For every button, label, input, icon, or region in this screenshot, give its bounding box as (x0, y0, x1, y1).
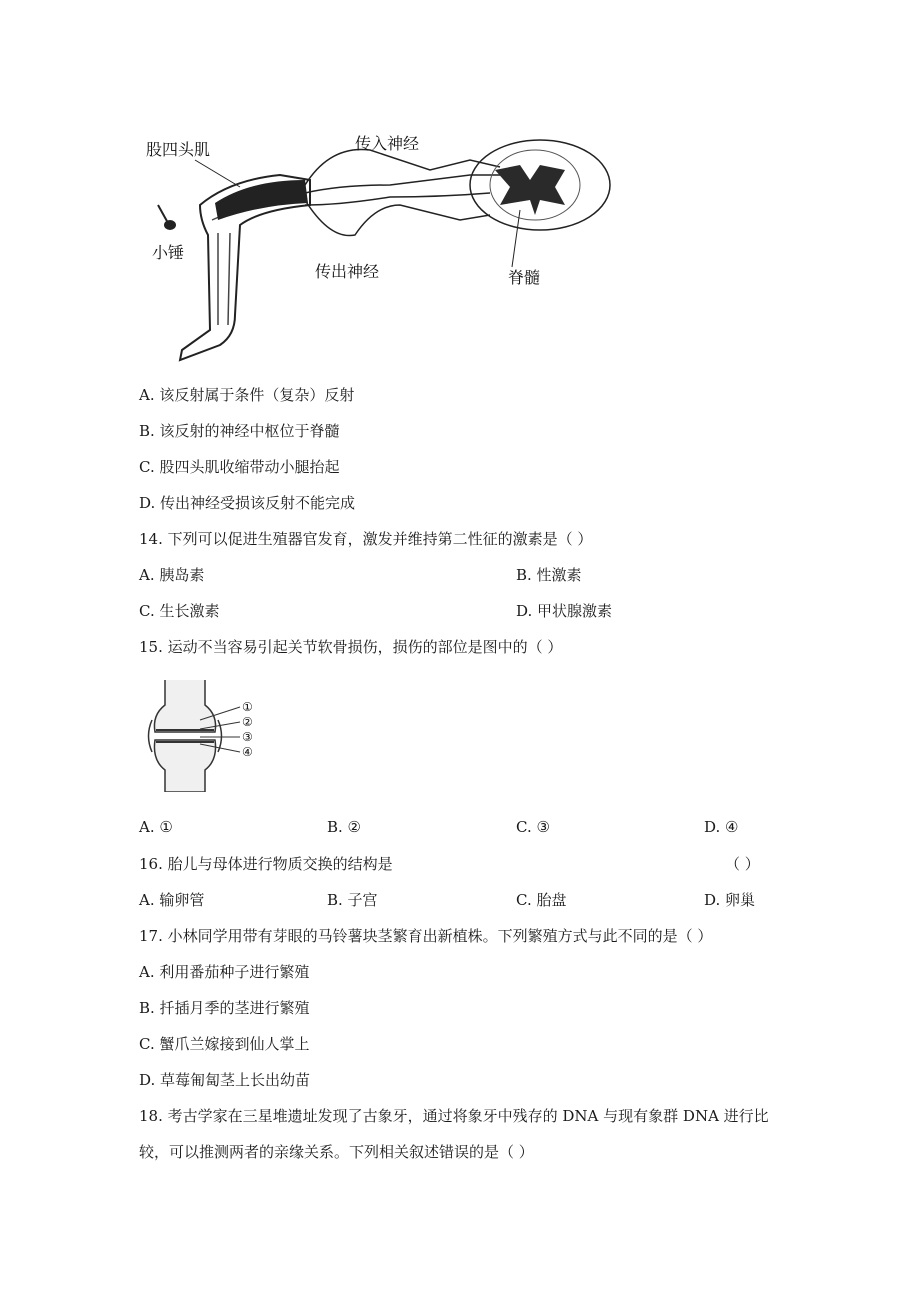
efferent-nerve-path-2 (305, 193, 490, 205)
label-spinal-cord: 脊髓 (508, 268, 541, 287)
q16-stem: 16. 胎儿与母体进行物质交换的结构是 (139, 855, 393, 873)
q13-option-b: B. 该反射的神经中枢位于脊髓 (139, 422, 340, 440)
knee-joint-diagram (140, 680, 270, 792)
q14-option-c: C. 生长激素 (139, 602, 220, 620)
q15-option-d: D. ④ (704, 818, 739, 836)
q16-option-b: B. 子宫 (327, 891, 378, 909)
q18-stem-line1: 18. 考古学家在三星堆遗址发现了古象牙，通过将象牙中残存的 DNA 与现有象群 DNA 进行比 (139, 1107, 769, 1125)
q17-option-c: C. 蟹爪兰嫁接到仙人掌上 (139, 1035, 310, 1053)
q14-option-d: D. 甲状腺激素 (516, 602, 613, 620)
label-2: ② (242, 715, 253, 729)
q14-option-a: A. 胰岛素 (139, 566, 205, 584)
pointer-spinal (512, 210, 520, 267)
q17-stem: 17. 小林同学用带有芽眼的马铃薯块茎繁育出新植株。下列繁殖方式与此不同的是（ ） (139, 927, 713, 945)
q15-stem: 15. 运动不当容易引起关节软骨损伤，损伤的部位是图中的（ ） (139, 638, 563, 656)
pointer-muscle (195, 160, 240, 187)
q17-option-b: B. 扦插月季的茎进行繁殖 (139, 999, 310, 1017)
hammer-icon (158, 205, 168, 223)
q18-stem-line2: 较，可以推测两者的亲缘关系。下列相关叙述错误的是（ ） (139, 1143, 534, 1161)
gray-matter (495, 165, 565, 215)
label-efferent-nerve: 传出神经 (315, 262, 380, 281)
label-3: ③ (242, 730, 253, 744)
efferent-nerve-path (305, 200, 490, 236)
q17-option-a: A. 利用番茄种子进行繁殖 (139, 963, 310, 981)
q13-option-c: C. 股四头肌收缩带动小腿抬起 (139, 458, 340, 476)
label-afferent-nerve: 传入神经 (355, 134, 420, 153)
q17-option-d: D. 草莓匍匐茎上长出幼苗 (139, 1071, 311, 1089)
label-4: ④ (242, 745, 253, 759)
q16-option-a: A. 输卵管 (139, 891, 205, 909)
hammer-head (164, 220, 176, 230)
label-1: ① (242, 700, 253, 714)
q16-paren: （ ） (725, 855, 760, 873)
q16-option-c: C. 胎盘 (516, 891, 567, 909)
q15-option-b: B. ② (327, 818, 362, 836)
q16-option-d: D. 卵巢 (704, 891, 756, 909)
q15-option-a: A. ① (139, 818, 173, 836)
q14-stem: 14. 下列可以促进生殖器官发育，激发并维持第二性征的激素是（ ） (139, 530, 593, 548)
q13-option-d: D. 传出神经受损该反射不能完成 (139, 494, 356, 512)
femur-outline (154, 680, 215, 732)
q14-option-b: B. 性激素 (516, 566, 582, 584)
label-quadriceps: 股四头肌 (146, 140, 211, 159)
q13-option-a: A. 该反射属于条件（复杂）反射 (139, 386, 355, 404)
knee-jerk-reflex-diagram (140, 125, 620, 365)
label-hammer: 小锤 (152, 243, 185, 262)
tibia-outline (154, 740, 215, 792)
q15-option-c: C. ③ (516, 818, 550, 836)
